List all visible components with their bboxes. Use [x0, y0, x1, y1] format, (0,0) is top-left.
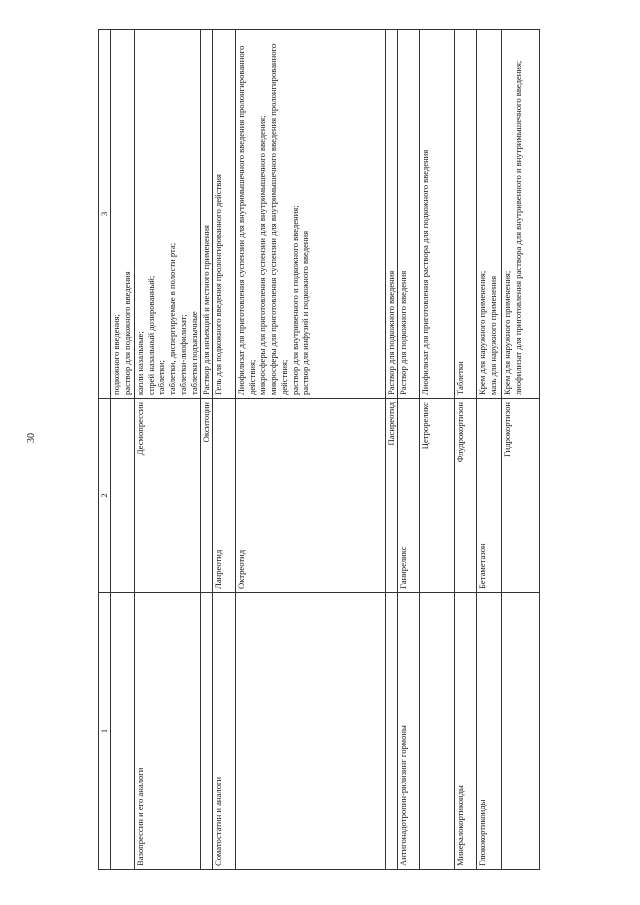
document-table-rotated: [98, 30, 558, 870]
group-cell: [111, 593, 135, 870]
medicines-table: [98, 29, 540, 870]
dosage-form-cell: Раствор для подкожного введения: [398, 30, 420, 399]
group-cell: [201, 593, 213, 870]
group-cell: [420, 593, 455, 870]
drug-cell: Окситоцин: [201, 399, 213, 593]
dosage-form-cell: Таблетки: [455, 30, 477, 399]
table-row: [386, 30, 398, 870]
group-cell: [502, 593, 540, 870]
header-col-1: 1: [99, 593, 111, 870]
table-row: [398, 30, 420, 870]
dosage-form-cell: Крем для наружного применения; мазь для наружного применения: [477, 30, 502, 399]
dosage-form-cell: подкожного введения; раствор для подкожного введения: [111, 30, 135, 399]
group-cell: Минералокортикоиды: [455, 593, 477, 870]
dosage-form-cell: Крем для наружного применения; лиофилизат для приготовления раствора для внутривенного и внутримышечного введения;: [502, 30, 540, 399]
dosage-form-cell: капли назальные; спрей назальный дозированный; таблетки; таблетки, диспергируемые в полости рта; таблетки-лиофилизат; таблетки подъязычные: [135, 30, 201, 399]
table-row: [455, 30, 477, 870]
header-col-3: 3: [99, 30, 111, 399]
group-cell: Антигонадотропин-рилизинг гормоны: [398, 593, 420, 870]
drug-cell: Гидрокортизон: [502, 399, 540, 593]
table-row: [502, 30, 540, 870]
group-cell: Глюкокортикоиды: [477, 593, 502, 870]
group-cell: Вазопрессин и его аналоги: [135, 593, 201, 870]
group-cell: [236, 593, 386, 870]
header-col-2: 2: [99, 399, 111, 593]
table-row: [111, 30, 135, 870]
table-row: [420, 30, 455, 870]
drug-cell: Десмопрессин: [135, 399, 201, 593]
table-row: [135, 30, 201, 870]
dosage-form-cell: Раствор для инъекций и местного применения: [201, 30, 213, 399]
drug-cell: Октреотид: [236, 399, 386, 593]
dosage-form-cell: Лиофилизат для приготовления раствора для подкожного введения: [420, 30, 455, 399]
drug-cell: Ланреотид: [213, 399, 236, 593]
drug-cell: [111, 399, 135, 593]
group-cell: [386, 593, 398, 870]
page-number: 30: [26, 433, 37, 443]
table-row: [213, 30, 236, 870]
drug-cell: Пасиреотид: [386, 399, 398, 593]
drug-cell: Бетаметазон: [477, 399, 502, 593]
table-header-row: [99, 30, 111, 870]
group-cell: Соматостатин и аналоги: [213, 593, 236, 870]
dosage-form-cell: Лиофилизат для приготовления суспензии для внутримышечного введения пролонгированного действия; микросферы для приготовления суспензии для внутримышечного введения; микросферы для приготовления суспензии для внутримышечного введения пролонгированного действия; раствор для внутривенного и подкожного введения; раствор для инфузий и подкожного введения: [236, 30, 386, 399]
drug-cell: Цетрореликс: [420, 399, 455, 593]
table-row: [236, 30, 386, 870]
table-row: [201, 30, 213, 870]
dosage-form-cell: Раствор для подкожного введения: [386, 30, 398, 399]
drug-cell: Ганиреликс: [398, 399, 420, 593]
dosage-form-cell: Гель для подкожного введения пролонгированного действия: [213, 30, 236, 399]
drug-cell: Флудрокортизон: [455, 399, 477, 593]
table-row: [477, 30, 502, 870]
